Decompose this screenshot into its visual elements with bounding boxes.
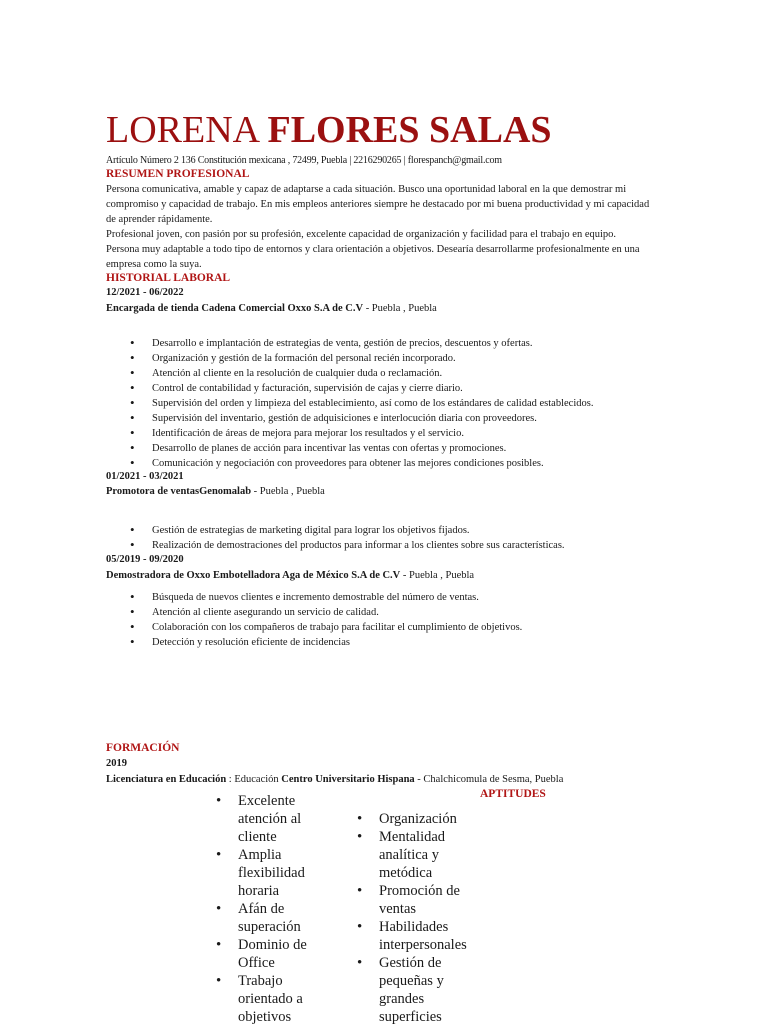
job-task-list <box>130 523 565 553</box>
candidate-name <box>106 108 552 152</box>
list-item: • Gestión de estrategias de marketing digital para lograr los objetivos fijados. <box>130 523 565 538</box>
job-role <box>106 569 474 583</box>
job-position: Demostradora de Oxxo Embotelladora Aga de México S.A de C.V <box>106 570 401 581</box>
job-dates: 01/2021 - 03/2021 <box>106 471 184 482</box>
skills-title: APTITUDES <box>480 788 546 800</box>
education-school: Centro Universitario Hispana <box>281 774 415 785</box>
summary-title: RESUMEN PROFESIONAL <box>106 168 250 180</box>
job-location: - Puebla , Puebla <box>363 303 437 314</box>
contact-line: Artículo Número 2 136 Constitución mexicana , 72499, Puebla | 2216290265 | florespanch@gmail.com <box>106 155 502 166</box>
list-item: • Supervisión del orden y limpieza del establecimiento, así como de los estándares de calidad establecidos. <box>130 396 593 411</box>
job-location: - Puebla , Puebla <box>251 486 325 497</box>
list-item: • Organización y gestión de la formación del personal recién incorporado. <box>130 351 593 366</box>
list-item: • Dominio de Office <box>214 936 314 972</box>
list-item: • Realización de demostraciones del productos para informar a los clientes sobre sus características. <box>130 538 565 553</box>
education-field: : Educación <box>226 774 282 785</box>
list-item: • Promoción de ventas <box>355 882 480 918</box>
summary-line: empresa como la suya. <box>106 259 202 270</box>
job-location: - Puebla , Puebla <box>400 570 475 581</box>
job-dates: 05/2019 - 09/2020 <box>106 554 184 565</box>
summary-line: Persona muy adaptable a todo tipo de entornos y clara orientación a objetivos. Desearía desarrollarme profesionalmente en una <box>106 244 640 255</box>
list-item: • Excelente atención al cliente <box>214 792 314 846</box>
education-entry <box>106 773 563 787</box>
list-item: • Afán de superación <box>214 900 314 936</box>
list-item: • Comunicación y negociación con proveedores para obtener las mejores condiciones posibles. <box>130 456 593 471</box>
list-item: • Identificación de áreas de mejora para mejorar los resultados y el servicio. <box>130 426 593 441</box>
last-name: FLORES SALAS <box>267 109 552 151</box>
list-item: • Desarrollo de planes de acción para incentivar las ventas con ofertas y promociones. <box>130 441 593 456</box>
summary-line: Persona comunicativa, amable y capaz de adaptarse a cada situación. Busco una oportunidad laboral en la que demostrar mi <box>106 184 627 195</box>
summary-line: Profesional joven, con pasión por su profesión, excelente capacidad de organización y facilidad para el trabajo en equipo. <box>106 229 617 240</box>
list-item: • Atención al cliente asegurando un servicio de calidad. <box>130 605 522 620</box>
first-name: LORENA <box>106 109 258 151</box>
list-item: • Amplia flexibilidad horaria <box>214 846 314 900</box>
list-item: • Habilidades interpersonales <box>355 918 480 954</box>
education-location: - Chalchicomula de Sesma, Puebla <box>414 774 564 785</box>
job-role <box>106 302 437 316</box>
list-item: • Búsqueda de nuevos clientes e incremento demostrable del número de ventas. <box>130 590 522 605</box>
history-title: HISTORIAL LABORAL <box>106 272 231 284</box>
summary-line: compromiso y capacidad de trabajo. En mis empleos anteriores siempre he destacado por mi buena productividad y mi capacidad <box>106 199 650 210</box>
summary-text <box>106 182 666 272</box>
job-role <box>106 485 325 499</box>
job-position: Encargada de tienda Cadena Comercial Oxxo S.A de C.V <box>106 303 364 314</box>
list-item: • Atención al cliente en la resolución de cualquier duda o reclamación. <box>130 366 593 381</box>
summary-line: de aprender rápidamente. <box>106 214 213 225</box>
list-item: • Mentalidad analítica y metódica <box>355 828 480 882</box>
job-task-list <box>130 590 522 650</box>
list-item: • Desarrollo e implantación de estrategias de venta, gestión de precios, descuentos y ofertas. <box>130 336 593 351</box>
job-task-list <box>130 336 593 471</box>
education-year: 2019 <box>106 758 127 769</box>
list-item: • Trabajo orientado a objetivos <box>214 972 314 1026</box>
list-item: • Colaboración con los compañeros de trabajo para facilitar el cumplimiento de objetivos. <box>130 620 522 635</box>
list-item: • Supervisión del inventario, gestión de adquisiciones e interlocución diaria con proveedores. <box>130 411 593 426</box>
job-dates: 12/2021 - 06/2022 <box>106 287 184 298</box>
list-item: • Control de contabilidad y facturación, supervisión de cajas y cierre diario. <box>130 381 593 396</box>
skills-list-left <box>214 792 314 1026</box>
list-item: • Gestión de pequeñas y grandes superficies <box>355 954 480 1026</box>
skills-list-right <box>355 810 480 1026</box>
education-title: FORMACIÓN <box>106 742 180 754</box>
job-position: Promotora de ventasGenomalab <box>106 486 252 497</box>
list-item: • Organización <box>355 810 480 828</box>
list-item: • Detección y resolución eficiente de incidencias <box>130 635 522 650</box>
education-degree: Licenciatura en Educación <box>106 774 227 785</box>
